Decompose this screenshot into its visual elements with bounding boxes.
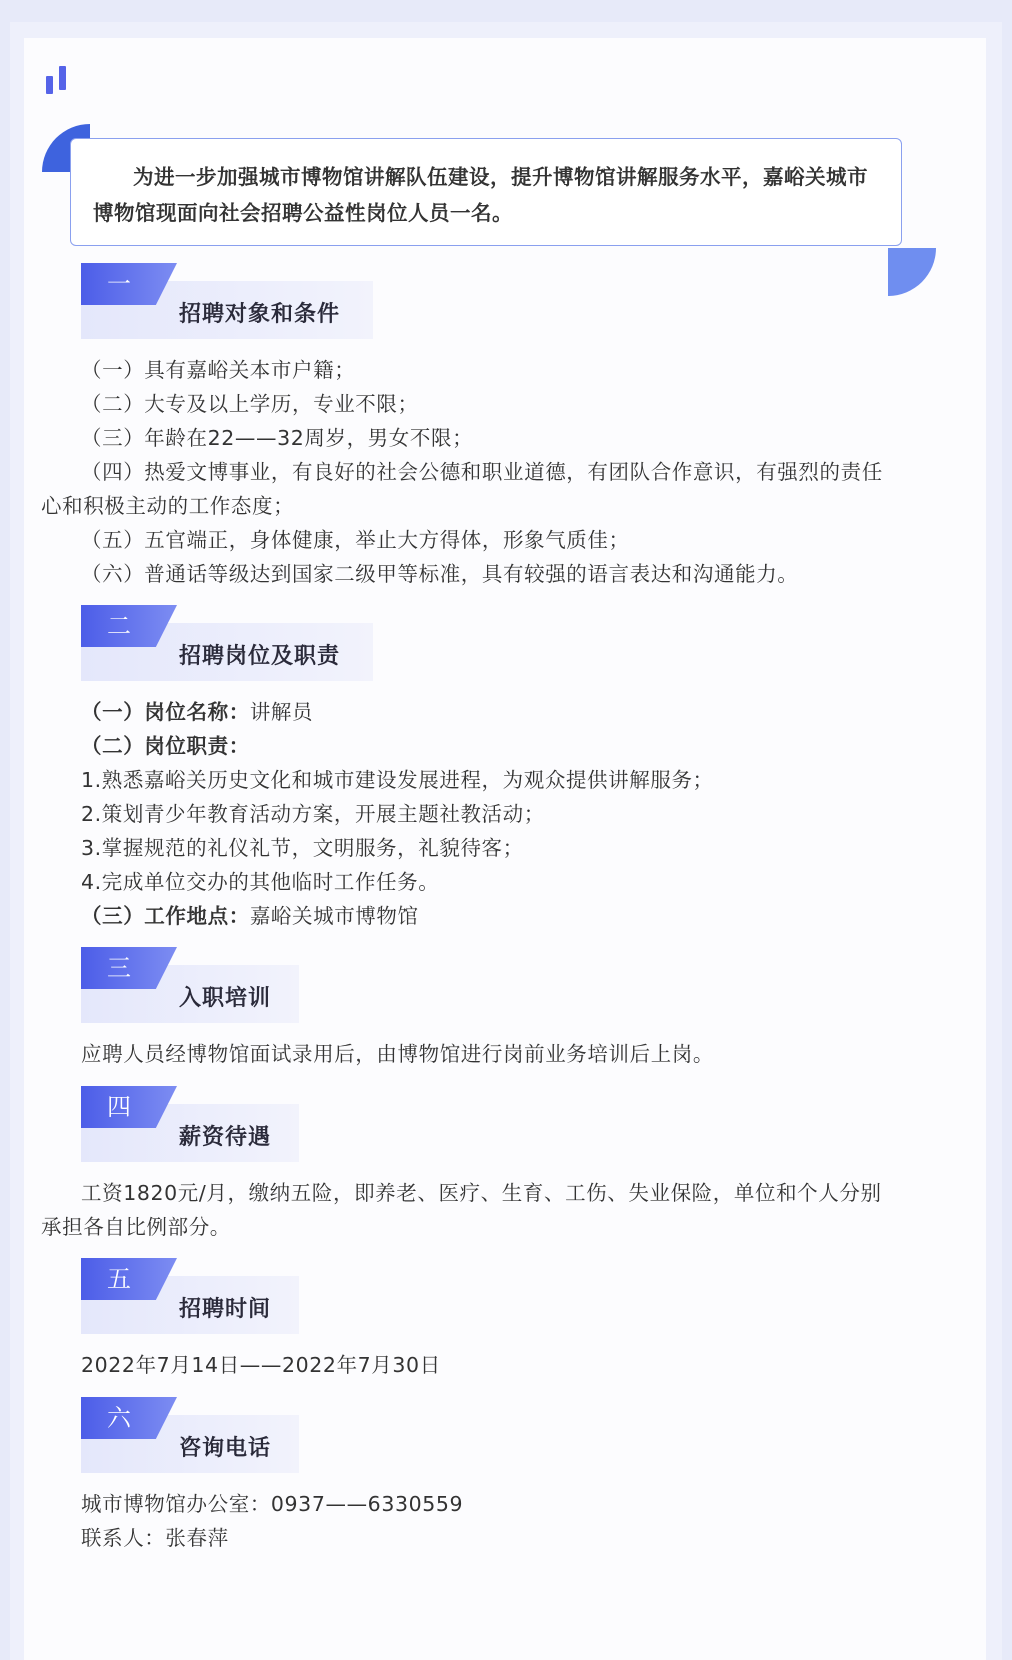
time-text bbox=[24, 1348, 441, 1382]
post-name-label: （一）岗位名称： bbox=[81, 700, 250, 724]
location-label: （三）工作地点： bbox=[81, 904, 250, 928]
contact-info bbox=[24, 1487, 463, 1555]
section-title: 薪资待遇 bbox=[179, 1125, 272, 1150]
duty-item: 3.掌握规范的礼仪礼节，文明服务，礼貌待客； bbox=[81, 836, 524, 860]
list-item: （六）普通话等级达到国家二级甲等标准，具有较强的语言表达和沟通能力。 bbox=[81, 562, 799, 586]
paragraph-line: 工资1820元/月，缴纳五险，即养老、医疗、生育、工伤、失业保险，单位和个人分别 bbox=[81, 1181, 882, 1205]
post-name-value: 讲解员 bbox=[249, 700, 314, 724]
section-title: 咨询电话 bbox=[179, 1436, 272, 1461]
section-number: 四 bbox=[107, 1093, 131, 1121]
page-background bbox=[10, 22, 1002, 1660]
location-value: 嘉峪关城市博物馆 bbox=[249, 904, 419, 928]
list-item: （一）具有嘉峪关本市户籍； bbox=[81, 358, 356, 382]
duties-row bbox=[24, 729, 714, 763]
intro-text: 为进一步加强城市博物馆讲解队伍建设，提升博物馆讲解服务水平，嘉峪关城市博物馆现面向社会招聘公益性岗位人员一名。 bbox=[70, 138, 902, 246]
duty-item: 4.完成单位交办的其他临时工作任务。 bbox=[81, 870, 440, 894]
salary-text bbox=[24, 1176, 882, 1244]
duty-item: 2.策划青少年教育活动方案，开展主题社教活动； bbox=[81, 802, 545, 826]
conditions-list bbox=[24, 353, 883, 591]
post-name-row bbox=[24, 695, 714, 729]
duties-list bbox=[24, 695, 714, 933]
paragraph: 应聘人员经博物馆面试录用后，由博物馆进行岗前业务培训后上岗。 bbox=[81, 1042, 714, 1066]
section-number: 二 bbox=[107, 612, 131, 640]
paragraph-line: 承担各自比例部分。 bbox=[41, 1215, 231, 1239]
date-range: 2022年7月14日——2022年7月30日 bbox=[81, 1353, 441, 1377]
decorative-bars-icon bbox=[46, 66, 72, 94]
quarter-circle-decoration bbox=[888, 248, 936, 296]
location-row bbox=[24, 899, 714, 933]
phone-number: 城市博物馆办公室：0937——6330559 bbox=[81, 1492, 464, 1516]
contact-person: 联系人：张春萍 bbox=[81, 1526, 229, 1550]
section-number: 五 bbox=[107, 1265, 131, 1293]
duty-item: 1.熟悉嘉峪关历史文化和城市建设发展进程，为观众提供讲解服务； bbox=[81, 768, 714, 792]
list-item: （三）年龄在22——32周岁，男女不限； bbox=[81, 426, 474, 450]
article-card bbox=[24, 38, 986, 1660]
duties-label: （二）岗位职责： bbox=[81, 734, 250, 758]
training-text bbox=[24, 1037, 714, 1071]
section-number: 三 bbox=[107, 954, 131, 982]
section-title: 招聘岗位及职责 bbox=[179, 644, 341, 669]
section-number: 一 bbox=[107, 270, 131, 298]
section-number: 六 bbox=[107, 1404, 131, 1432]
list-item: （五）五官端正，身体健康，举止大方得体，形象气质佳； bbox=[81, 528, 630, 552]
section-title: 招聘时间 bbox=[179, 1297, 272, 1322]
list-item: （四）热爱文博事业，有良好的社会公德和职业道德，有团队合作意识，有强烈的责任 bbox=[81, 460, 883, 484]
list-item: （二）大专及以上学历，专业不限； bbox=[81, 392, 419, 416]
list-item-continuation: 心和积极主动的工作态度； bbox=[41, 494, 295, 518]
section-title: 入职培训 bbox=[179, 986, 272, 1011]
section-title: 招聘对象和条件 bbox=[179, 302, 341, 327]
intro-block bbox=[42, 124, 922, 274]
